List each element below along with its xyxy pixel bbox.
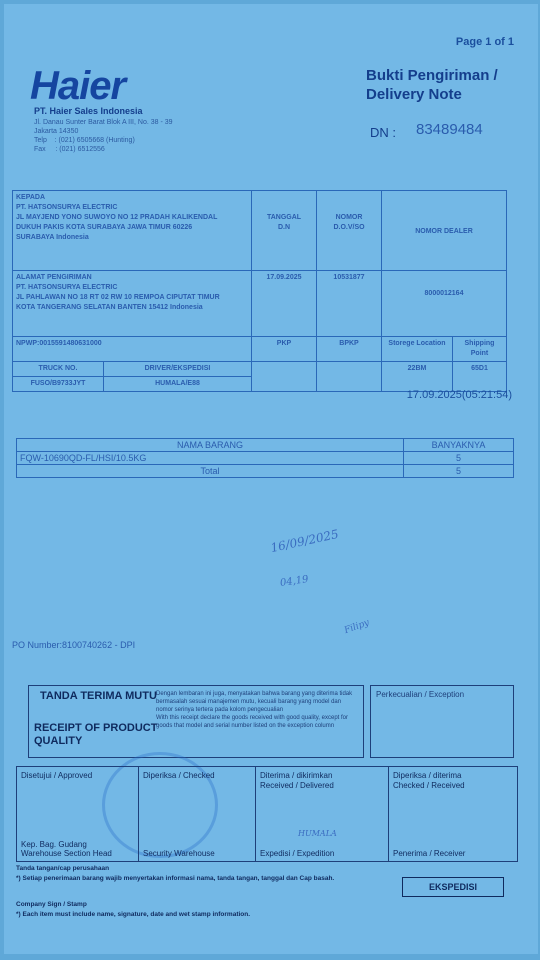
handwritten-receiver: HUMALA xyxy=(298,829,337,838)
delivery-note-page xyxy=(4,4,538,954)
document-title: Bukti Pengiriman / Delivery Note xyxy=(366,67,498,103)
driver-value: HUMALA/E88 xyxy=(155,380,200,387)
footer-en-title: Company Sign / Stamp xyxy=(16,901,87,908)
exception-label: Perkecualian / Exception xyxy=(376,690,465,699)
company-name: PT. Haier Sales Indonesia xyxy=(34,106,143,116)
storage-value: 22BM xyxy=(382,362,453,392)
nomor-header: NOMOR D.O.V/SO xyxy=(317,191,382,271)
receipt-title-id: TANDA TERIMA MUTU xyxy=(40,690,157,702)
tanggal-header: TANGGAL D.N xyxy=(252,191,317,271)
storage-header: Storege Location xyxy=(382,337,453,362)
shipping-header: Shipping Point xyxy=(453,337,507,362)
signature-receiver: Diperiksa / diterima Checked / Received Penerima / Receiver xyxy=(393,771,466,858)
total-qty: 5 xyxy=(404,465,514,478)
col-banyaknya: BANYAKNYA xyxy=(404,439,514,452)
signature-checked: Diperiksa / Checked Security Warehouse xyxy=(139,767,256,861)
footer-id-title: Tanda tangan/cap perusahaan xyxy=(16,865,110,872)
tanggal-value: 17.09.2025 xyxy=(252,271,317,337)
item-name: FQW-10690QD-FL/HSI/10.5KG xyxy=(17,452,404,465)
truck-value: FUSO/B9733JYT xyxy=(13,377,104,392)
haier-logo: Haier xyxy=(30,64,126,108)
npwp-cell: NPWP:0015591480631000 xyxy=(13,337,252,362)
company-address: Jl. Danau Sunter Barat Blok A III, No. 38 - 39 Jakarta 14350 Telp : (021) 6505668 (Hunting) Fax : (021) 6512556 xyxy=(34,119,173,153)
driver-label: DRIVER/EKSPEDISI xyxy=(104,362,252,377)
table-row xyxy=(17,452,514,465)
handwritten-note: 04,19 xyxy=(279,574,310,589)
print-timestamp: 17.09.2025(05:21:54) xyxy=(406,389,512,401)
dn-label: DN : xyxy=(370,125,396,140)
receipt-text: Dengan lembaran ini juga, menyatakan bahwa barang yang diterima tidak bermasalah sesuai manajemen mutu, kecuali barang yang model dan nomor serinya tertera pada kolom pengecualian With this receipt declare the goods received with good quality, except for goods that model and serial number listed on the exception column xyxy=(156,691,353,729)
dealer-value: 8000012164 xyxy=(382,271,507,337)
total-label: Total xyxy=(17,465,404,478)
dn-number: 83489484 xyxy=(416,121,483,138)
alamat-cell: ALAMAT PENGIRIMAN PT. HATSONSURYA ELECTRIC JL PAHLAWAN NO 18 RT 02 RW 10 REMPOA CIPUTAT TIMUR KOTA TANGERANG SELATAN BANTEN 15412 Indonesia xyxy=(13,271,252,337)
po-number: PO Number:8100740262 - DPI xyxy=(12,640,136,650)
truck-driver-cell xyxy=(13,362,252,392)
footer-id-note: *) Setiap penerimaan barang wajib menyertakan informasi nama, tanda tangan, tanggal dan Cap basah. xyxy=(16,875,335,882)
signature-delivered: Diterima / dikirimkan Received / Delivered HUMALA Expedisi / Expedition xyxy=(256,767,389,861)
dealer-header: NOMOR DEALER xyxy=(382,191,507,271)
items-table xyxy=(16,438,514,478)
bpkp-cell: BPKP xyxy=(317,337,382,362)
kepada-cell: KEPADA PT. HATSONSURYA ELECTRIC JL MAYJEND YONO SUWOYO NO 12 PRADAH KALIKENDAL DUKUH PAKIS KOTA SURABAYA JAWA TIMUR 60226 SURABAYA Indonesia xyxy=(13,191,252,271)
copy-label: EKSPEDISI xyxy=(402,877,504,897)
signature-approved: Disetujui / Approved Kep. Bag. Gudang Warehouse Section Head xyxy=(17,767,139,861)
nomor-value: 10531877 xyxy=(317,271,382,337)
footer-en-note: *) Each item must include name, signature, date and wet stamp information. xyxy=(16,911,251,918)
handwritten-initials: Filipy xyxy=(343,617,371,637)
signature-table xyxy=(16,766,518,862)
pkp-cell: PKP xyxy=(252,337,317,362)
col-nama-barang: NAMA BARANG xyxy=(17,439,404,452)
item-qty: 5 xyxy=(404,452,514,465)
handwritten-date: 16/09/2025 xyxy=(269,526,340,556)
truck-label: TRUCK NO. xyxy=(13,362,104,377)
receipt-title-en: RECEIPT OF PRODUCT QUALITY xyxy=(34,722,158,747)
page-number: Page 1 of 1 xyxy=(455,36,514,48)
shipping-value: 65D1 xyxy=(453,362,507,392)
header-info-table xyxy=(12,190,507,392)
